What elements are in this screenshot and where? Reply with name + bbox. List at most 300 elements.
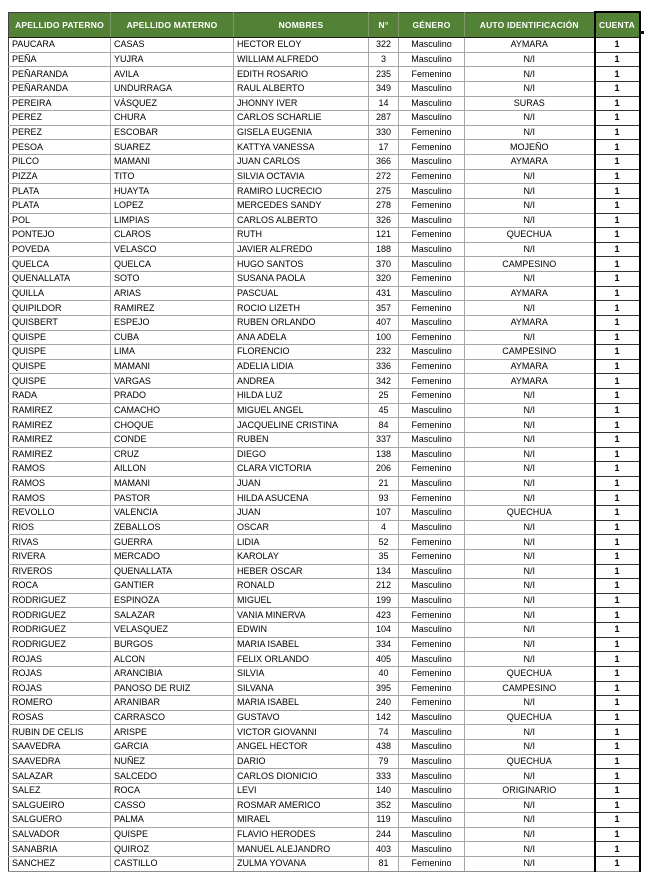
cell-cuenta: 1 — [595, 359, 640, 374]
cell-nombres: RAMIRO LUCRECIO — [234, 184, 369, 199]
cell-apellido-materno: QUELCA — [111, 257, 234, 272]
cell-auto-identificacion: QUECHUA — [465, 666, 595, 681]
cell-auto-identificacion: N/I — [465, 198, 595, 213]
table-row — [9, 52, 640, 67]
cell-apellido-paterno: QUIPILDOR — [9, 301, 111, 316]
cell-numero: 25 — [369, 389, 399, 404]
cell-genero: Femenino — [399, 359, 465, 374]
cell-numero: 431 — [369, 286, 399, 301]
cell-nombres: SILVIA OCTAVIA — [234, 169, 369, 184]
cell-genero: Masculino — [399, 593, 465, 608]
table-row — [9, 81, 640, 96]
cell-nombres: ANA ADELA — [234, 330, 369, 345]
column-header-apellido-materno: APELLIDO MATERNO — [111, 12, 234, 38]
table-row — [9, 403, 640, 418]
cell-nombres: LEVI — [234, 783, 369, 798]
cell-numero: 206 — [369, 462, 399, 477]
table-row — [9, 623, 640, 638]
cell-genero: Femenino — [399, 608, 465, 623]
cell-nombres: MARIA ISABEL — [234, 637, 369, 652]
table-row — [9, 228, 640, 243]
cell-nombres: ANDREA — [234, 374, 369, 389]
cell-auto-identificacion: N/I — [465, 184, 595, 199]
table-row — [9, 330, 640, 345]
cell-auto-identificacion: N/I — [465, 462, 595, 477]
cell-auto-identificacion: N/I — [465, 169, 595, 184]
column-header-auto-identificaci-n: AUTO IDENTIFICACIÓN — [465, 12, 595, 38]
cell-apellido-paterno: PEÑARANDA — [9, 81, 111, 96]
cell-genero: Masculino — [399, 506, 465, 521]
cell-numero: 438 — [369, 740, 399, 755]
cell-numero: 370 — [369, 257, 399, 272]
cell-genero: Femenino — [399, 272, 465, 287]
cell-numero: 349 — [369, 81, 399, 96]
cell-apellido-materno: YUJRA — [111, 52, 234, 67]
cell-apellido-materno: CHOQUE — [111, 418, 234, 433]
cell-nombres: HECTOR ELOY — [234, 38, 369, 53]
cell-apellido-paterno: RODRIGUEZ — [9, 593, 111, 608]
column-header-apellido-paterno: APELLIDO PATERNO — [9, 12, 111, 38]
cell-auto-identificacion: ORIGINARIO — [465, 783, 595, 798]
table-row — [9, 857, 640, 872]
cell-auto-identificacion: N/I — [465, 564, 595, 579]
cell-genero: Femenino — [399, 140, 465, 155]
cell-apellido-materno: ALCON — [111, 652, 234, 667]
cell-cuenta: 1 — [595, 535, 640, 550]
cell-auto-identificacion: AYMARA — [465, 315, 595, 330]
cell-numero: 35 — [369, 549, 399, 564]
cell-cuenta: 1 — [595, 696, 640, 711]
table-row — [9, 301, 640, 316]
table-row — [9, 184, 640, 199]
cell-auto-identificacion: N/I — [465, 652, 595, 667]
cell-genero: Masculino — [399, 96, 465, 111]
cell-nombres: MIGUEL — [234, 593, 369, 608]
cell-apellido-paterno: RIVAS — [9, 535, 111, 550]
cell-apellido-materno: SOTO — [111, 272, 234, 287]
cell-cuenta: 1 — [595, 403, 640, 418]
cell-apellido-paterno: RODRIGUEZ — [9, 637, 111, 652]
cell-apellido-paterno: PEÑARANDA — [9, 67, 111, 82]
cell-apellido-materno: PANOSO DE RUIZ — [111, 681, 234, 696]
table-row — [9, 38, 640, 53]
cell-apellido-paterno: QUISPE — [9, 330, 111, 345]
table-row — [9, 593, 640, 608]
table-row — [9, 345, 640, 360]
table-row — [9, 198, 640, 213]
cell-auto-identificacion: N/I — [465, 272, 595, 287]
cell-apellido-materno: UNDURRAGA — [111, 81, 234, 96]
cell-nombres: JUAN — [234, 506, 369, 521]
cell-apellido-materno: LIMPIAS — [111, 213, 234, 228]
cell-apellido-materno: ROCA — [111, 783, 234, 798]
cell-numero: 188 — [369, 242, 399, 257]
cell-apellido-paterno: RIVERA — [9, 549, 111, 564]
table-row — [9, 213, 640, 228]
cell-genero: Femenino — [399, 169, 465, 184]
table-row — [9, 783, 640, 798]
cell-numero: 14 — [369, 96, 399, 111]
cell-genero: Masculino — [399, 769, 465, 784]
table-header — [9, 12, 640, 38]
cell-nombres: MARIA ISABEL — [234, 696, 369, 711]
cell-genero: Masculino — [399, 403, 465, 418]
cell-nombres: MERCEDES SANDY — [234, 198, 369, 213]
cell-cuenta: 1 — [595, 710, 640, 725]
cell-genero: Masculino — [399, 740, 465, 755]
cell-apellido-paterno: RAMOS — [9, 476, 111, 491]
cell-auto-identificacion: N/I — [465, 125, 595, 140]
table-body — [9, 38, 640, 872]
cell-nombres: CLARA VICTORIA — [234, 462, 369, 477]
cell-nombres: PASCUAL — [234, 286, 369, 301]
cell-nombres: RUTH — [234, 228, 369, 243]
cell-cuenta: 1 — [595, 462, 640, 477]
cell-auto-identificacion: N/I — [465, 389, 595, 404]
cell-auto-identificacion: N/I — [465, 418, 595, 433]
cell-cuenta: 1 — [595, 857, 640, 872]
cell-apellido-materno: MAMANI — [111, 155, 234, 170]
table-row — [9, 637, 640, 652]
cell-auto-identificacion: N/I — [465, 111, 595, 126]
cell-apellido-materno: NUÑEZ — [111, 754, 234, 769]
cell-auto-identificacion: AYMARA — [465, 359, 595, 374]
cell-apellido-paterno: SALAZAR — [9, 769, 111, 784]
cell-nombres: OSCAR — [234, 520, 369, 535]
table-row — [9, 564, 640, 579]
cell-apellido-materno: QUENALLATA — [111, 564, 234, 579]
cell-apellido-materno: BURGOS — [111, 637, 234, 652]
cell-genero: Femenino — [399, 666, 465, 681]
cell-apellido-paterno: ROMERO — [9, 696, 111, 711]
cell-numero: 107 — [369, 506, 399, 521]
table-row — [9, 535, 640, 550]
cell-apellido-materno: ARIAS — [111, 286, 234, 301]
table-row — [9, 652, 640, 667]
cell-nombres: HUGO SANTOS — [234, 257, 369, 272]
cell-apellido-paterno: PEREZ — [9, 125, 111, 140]
cell-cuenta: 1 — [595, 198, 640, 213]
cell-numero: 232 — [369, 345, 399, 360]
cell-apellido-materno: CARRASCO — [111, 710, 234, 725]
cell-genero: Masculino — [399, 242, 465, 257]
cell-nombres: KATTYA VANESSA — [234, 140, 369, 155]
cell-numero: 366 — [369, 155, 399, 170]
cell-genero: Femenino — [399, 696, 465, 711]
cell-apellido-materno: CHURA — [111, 111, 234, 126]
cell-cuenta: 1 — [595, 213, 640, 228]
cell-cuenta: 1 — [595, 81, 640, 96]
cell-apellido-paterno: POL — [9, 213, 111, 228]
cell-genero: Femenino — [399, 681, 465, 696]
cell-numero: 104 — [369, 623, 399, 638]
cell-cuenta: 1 — [595, 476, 640, 491]
cell-apellido-paterno: PIZZA — [9, 169, 111, 184]
cell-apellido-paterno: SANCHEZ — [9, 857, 111, 872]
cell-apellido-paterno: PILCO — [9, 155, 111, 170]
table-row — [9, 608, 640, 623]
table-row — [9, 476, 640, 491]
cell-numero: 405 — [369, 652, 399, 667]
cell-apellido-materno: CUBA — [111, 330, 234, 345]
cell-genero: Masculino — [399, 81, 465, 96]
cell-apellido-paterno: RAMIREZ — [9, 432, 111, 447]
cell-apellido-materno: MAMANI — [111, 359, 234, 374]
cell-cuenta: 1 — [595, 579, 640, 594]
cell-numero: 337 — [369, 432, 399, 447]
cell-apellido-materno: TITO — [111, 169, 234, 184]
cell-numero: 119 — [369, 813, 399, 828]
cell-apellido-materno: SALAZAR — [111, 608, 234, 623]
cell-genero: Femenino — [399, 374, 465, 389]
cell-nombres: ANGEL HECTOR — [234, 740, 369, 755]
cell-auto-identificacion: N/I — [465, 330, 595, 345]
cell-auto-identificacion: N/I — [465, 81, 595, 96]
cell-nombres: FELIX ORLANDO — [234, 652, 369, 667]
cell-auto-identificacion: N/I — [465, 535, 595, 550]
cell-apellido-paterno: PEREIRA — [9, 96, 111, 111]
cell-numero: 45 — [369, 403, 399, 418]
cell-apellido-paterno: SALGUERO — [9, 813, 111, 828]
table-row — [9, 286, 640, 301]
cell-genero: Masculino — [399, 345, 465, 360]
cell-nombres: DARIO — [234, 754, 369, 769]
cell-genero: Femenino — [399, 301, 465, 316]
table-row — [9, 418, 640, 433]
cell-auto-identificacion: N/I — [465, 696, 595, 711]
cell-cuenta: 1 — [595, 740, 640, 755]
cell-genero: Masculino — [399, 783, 465, 798]
table-row — [9, 710, 640, 725]
cell-numero: 138 — [369, 447, 399, 462]
cell-numero: 333 — [369, 769, 399, 784]
cell-numero: 21 — [369, 476, 399, 491]
cell-numero: 100 — [369, 330, 399, 345]
table-row — [9, 725, 640, 740]
cell-nombres: FLAVIO HERODES — [234, 827, 369, 842]
cell-nombres: JUAN CARLOS — [234, 155, 369, 170]
cell-auto-identificacion: AYMARA — [465, 374, 595, 389]
cell-apellido-materno: VELASQUEZ — [111, 623, 234, 638]
cell-numero: 275 — [369, 184, 399, 199]
scan-artifact-mark — [640, 31, 644, 34]
cell-cuenta: 1 — [595, 637, 640, 652]
cell-nombres: KAROLAY — [234, 549, 369, 564]
cell-auto-identificacion: QUECHUA — [465, 228, 595, 243]
cell-apellido-paterno: RADA — [9, 389, 111, 404]
cell-genero: Masculino — [399, 155, 465, 170]
cell-apellido-paterno: RODRIGUEZ — [9, 623, 111, 638]
table-row — [9, 432, 640, 447]
cell-numero: 407 — [369, 315, 399, 330]
cell-auto-identificacion: SURAS — [465, 96, 595, 111]
cell-nombres: MANUEL ALEJANDRO — [234, 842, 369, 857]
table-row — [9, 169, 640, 184]
cell-apellido-materno: CASAS — [111, 38, 234, 53]
cell-numero: 334 — [369, 637, 399, 652]
table-row — [9, 506, 640, 521]
cell-auto-identificacion: N/I — [465, 213, 595, 228]
cell-numero: 212 — [369, 579, 399, 594]
cell-auto-identificacion: AYMARA — [465, 38, 595, 53]
cell-apellido-materno: ESPINOZA — [111, 593, 234, 608]
cell-cuenta: 1 — [595, 184, 640, 199]
cell-auto-identificacion: MOJEÑO — [465, 140, 595, 155]
cell-genero: Masculino — [399, 38, 465, 53]
cell-cuenta: 1 — [595, 228, 640, 243]
cell-apellido-materno: CONDE — [111, 432, 234, 447]
cell-genero: Masculino — [399, 623, 465, 638]
cell-numero: 3 — [369, 52, 399, 67]
cell-genero: Femenino — [399, 491, 465, 506]
cell-cuenta: 1 — [595, 242, 640, 257]
cell-genero: Femenino — [399, 857, 465, 872]
cell-nombres: JACQUELINE CRISTINA — [234, 418, 369, 433]
cell-cuenta: 1 — [595, 842, 640, 857]
cell-numero: 244 — [369, 827, 399, 842]
cell-nombres: GISELA EUGENIA — [234, 125, 369, 140]
cell-apellido-paterno: PONTEJO — [9, 228, 111, 243]
cell-apellido-materno: ZEBALLOS — [111, 520, 234, 535]
cell-genero: Masculino — [399, 184, 465, 199]
cell-cuenta: 1 — [595, 652, 640, 667]
cell-apellido-paterno: ROSAS — [9, 710, 111, 725]
cell-genero: Masculino — [399, 213, 465, 228]
cell-nombres: DIEGO — [234, 447, 369, 462]
cell-numero: 330 — [369, 125, 399, 140]
table-row — [9, 740, 640, 755]
cell-numero: 121 — [369, 228, 399, 243]
cell-numero: 52 — [369, 535, 399, 550]
cell-apellido-paterno: SALEZ — [9, 783, 111, 798]
cell-nombres: ADELIA LIDIA — [234, 359, 369, 374]
cell-nombres: RUBEN ORLANDO — [234, 315, 369, 330]
cell-numero: 199 — [369, 593, 399, 608]
cell-numero: 84 — [369, 418, 399, 433]
cell-genero: Femenino — [399, 535, 465, 550]
cell-apellido-paterno: QUELCA — [9, 257, 111, 272]
cell-numero: 74 — [369, 725, 399, 740]
table-row — [9, 315, 640, 330]
cell-apellido-paterno: ROJAS — [9, 666, 111, 681]
table-row — [9, 462, 640, 477]
cell-numero: 272 — [369, 169, 399, 184]
cell-nombres: HILDA LUZ — [234, 389, 369, 404]
cell-genero: Masculino — [399, 315, 465, 330]
cell-cuenta: 1 — [595, 140, 640, 155]
cell-cuenta: 1 — [595, 345, 640, 360]
cell-genero: Femenino — [399, 228, 465, 243]
cell-auto-identificacion: QUECHUA — [465, 754, 595, 769]
cell-genero: Masculino — [399, 520, 465, 535]
cell-numero: 4 — [369, 520, 399, 535]
table-row — [9, 111, 640, 126]
cell-apellido-materno: VÁSQUEZ — [111, 96, 234, 111]
table-row — [9, 140, 640, 155]
cell-nombres: JUAN — [234, 476, 369, 491]
cell-nombres: MIGUEL ANGEL — [234, 403, 369, 418]
cell-cuenta: 1 — [595, 38, 640, 53]
cell-apellido-paterno: REVOLLO — [9, 506, 111, 521]
cell-genero: Femenino — [399, 389, 465, 404]
cell-nombres: EDWIN — [234, 623, 369, 638]
cell-apellido-materno: MAMANI — [111, 476, 234, 491]
cell-apellido-paterno: PESOA — [9, 140, 111, 155]
table-row — [9, 272, 640, 287]
cell-apellido-paterno: QUISBERT — [9, 315, 111, 330]
cell-apellido-paterno: PAUCARA — [9, 38, 111, 53]
cell-auto-identificacion: AYMARA — [465, 155, 595, 170]
cell-cuenta: 1 — [595, 593, 640, 608]
cell-numero: 278 — [369, 198, 399, 213]
cell-nombres: GUSTAVO — [234, 710, 369, 725]
cell-auto-identificacion: N/I — [465, 623, 595, 638]
table-row — [9, 769, 640, 784]
cell-apellido-paterno: PLATA — [9, 198, 111, 213]
cell-nombres: WILLIAM ALFREDO — [234, 52, 369, 67]
table-row — [9, 520, 640, 535]
cell-numero: 81 — [369, 857, 399, 872]
cell-apellido-materno: RAMIREZ — [111, 301, 234, 316]
cell-numero: 336 — [369, 359, 399, 374]
table-row — [9, 389, 640, 404]
column-header-n-: N° — [369, 12, 399, 38]
cell-cuenta: 1 — [595, 447, 640, 462]
cell-nombres: ROCIO LIZETH — [234, 301, 369, 316]
cell-cuenta: 1 — [595, 798, 640, 813]
table-row — [9, 798, 640, 813]
cell-numero: 79 — [369, 754, 399, 769]
cell-apellido-paterno: ROJAS — [9, 652, 111, 667]
cell-cuenta: 1 — [595, 257, 640, 272]
cell-cuenta: 1 — [595, 549, 640, 564]
cell-auto-identificacion: N/I — [465, 476, 595, 491]
cell-cuenta: 1 — [595, 827, 640, 842]
cell-apellido-paterno: RODRIGUEZ — [9, 608, 111, 623]
table-row — [9, 491, 640, 506]
cell-genero: Masculino — [399, 257, 465, 272]
cell-cuenta: 1 — [595, 506, 640, 521]
cell-apellido-paterno: SALGUEIRO — [9, 798, 111, 813]
table-row — [9, 96, 640, 111]
cell-apellido-paterno: RAMIREZ — [9, 418, 111, 433]
cell-genero: Masculino — [399, 564, 465, 579]
cell-cuenta: 1 — [595, 272, 640, 287]
cell-apellido-paterno: RUBIN DE CELIS — [9, 725, 111, 740]
cell-genero: Masculino — [399, 827, 465, 842]
table-row — [9, 827, 640, 842]
table-row — [9, 813, 640, 828]
cell-cuenta: 1 — [595, 301, 640, 316]
cell-apellido-materno: AVILA — [111, 67, 234, 82]
cell-genero: Masculino — [399, 579, 465, 594]
cell-apellido-materno: MERCADO — [111, 549, 234, 564]
cell-numero: 134 — [369, 564, 399, 579]
cell-cuenta: 1 — [595, 608, 640, 623]
cell-genero: Femenino — [399, 198, 465, 213]
table-row — [9, 754, 640, 769]
cell-auto-identificacion: N/I — [465, 447, 595, 462]
cell-numero: 423 — [369, 608, 399, 623]
cell-apellido-materno: PRADO — [111, 389, 234, 404]
cell-apellido-paterno: SAAVEDRA — [9, 740, 111, 755]
cell-nombres: HEBER OSCAR — [234, 564, 369, 579]
cell-auto-identificacion: N/I — [465, 608, 595, 623]
cell-auto-identificacion: N/I — [465, 842, 595, 857]
cell-nombres: JAVIER ALFREDO — [234, 242, 369, 257]
cell-nombres: CARLOS DIONICIO — [234, 769, 369, 784]
cell-auto-identificacion: N/I — [465, 67, 595, 82]
